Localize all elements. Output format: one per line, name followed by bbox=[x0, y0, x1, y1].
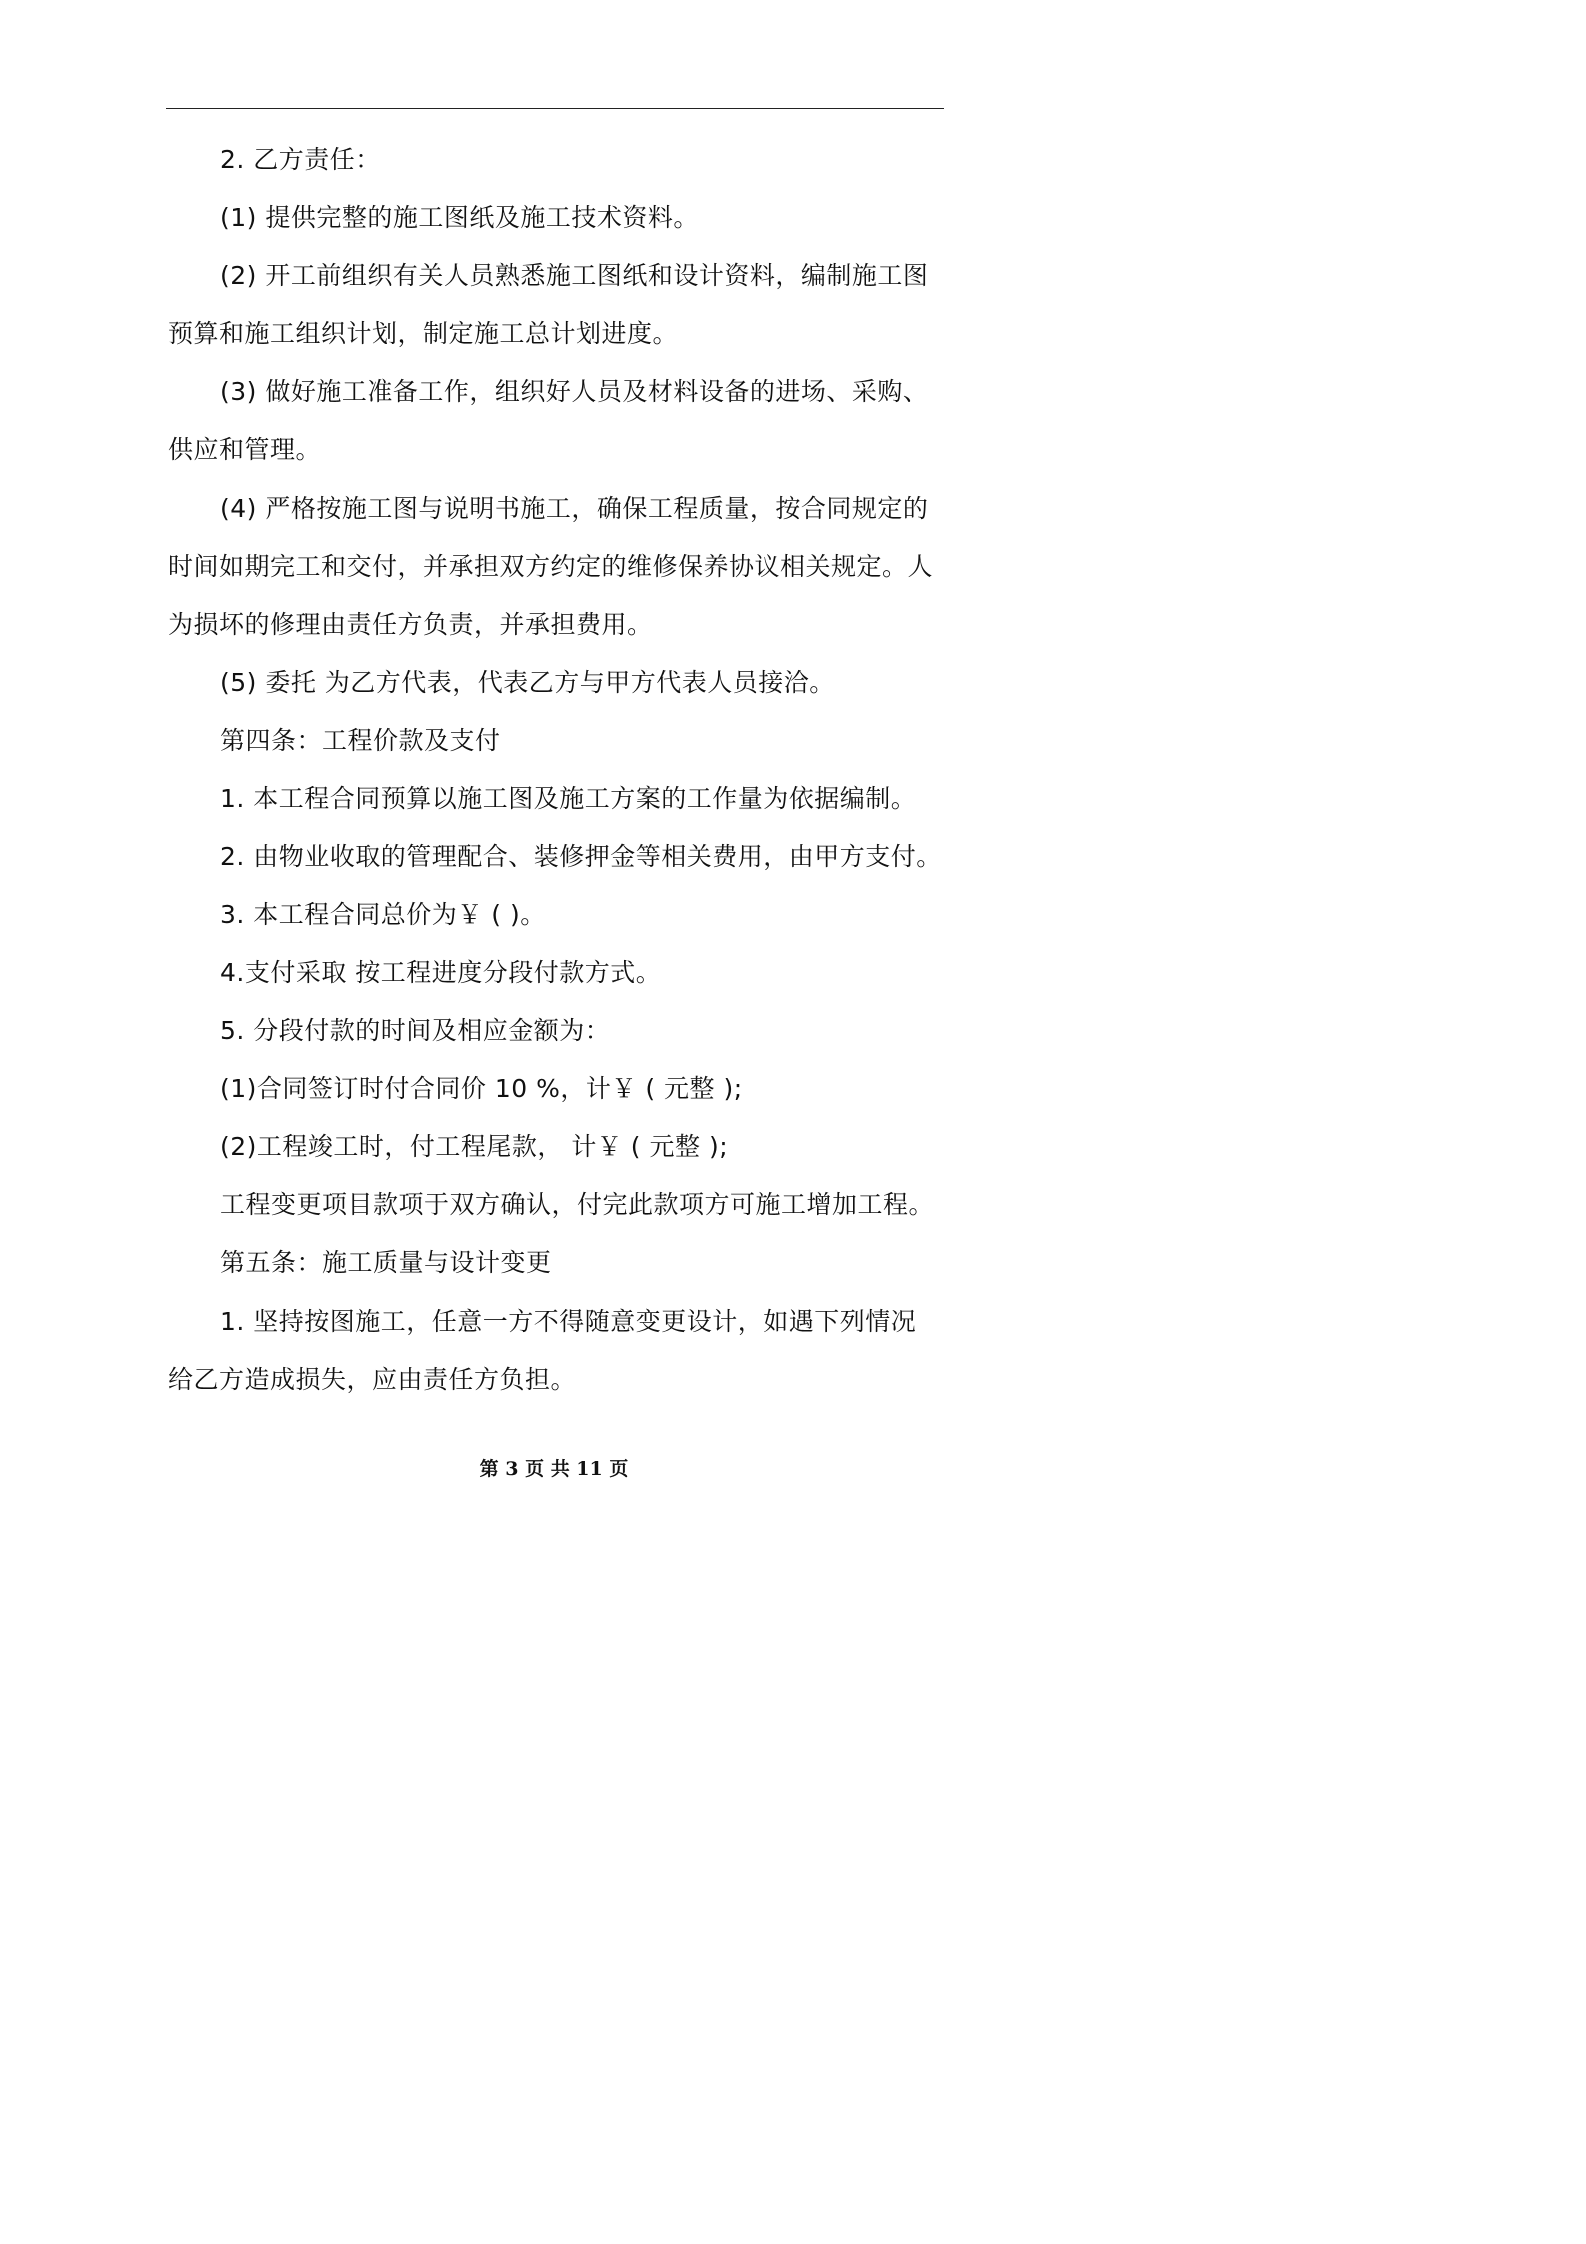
article-4-heading: 第四条：工程价款及支付 bbox=[220, 726, 501, 755]
section-heading-party-b-duties: 2. 乙方责任： bbox=[220, 145, 381, 174]
payment-stage-2: (2)工程竣工时，付工程尾款， 计￥ ( 元整 ); bbox=[220, 1132, 729, 1161]
article-4-item-2: 2. 由物业收取的管理配合、装修押金等相关费用，由甲方支付。 bbox=[220, 842, 942, 871]
article-4-item-5: 5. 分段付款的时间及相应金额为： bbox=[220, 1016, 611, 1045]
clause-b5: (5) 委托 为乙方代表，代表乙方与甲方代表人员接洽。 bbox=[220, 668, 835, 697]
payment-stage-1: (1)合同签订时付合同价 10 %，计￥ ( 元整 ); bbox=[220, 1074, 743, 1103]
clause-b4: (4) 严格按施工图与说明书施工，确保工程质量，按合同规定的 bbox=[220, 494, 929, 523]
clause-b3: (3) 做好施工准备工作，组织好人员及材料设备的进场、采购、 bbox=[220, 377, 929, 406]
clause-b3-cont: 供应和管理。 bbox=[168, 435, 322, 464]
clause-b1: (1) 提供完整的施工图纸及施工技术资料。 bbox=[220, 203, 699, 232]
clause-b2-cont: 预算和施工组织计划，制定施工总计划进度。 bbox=[168, 319, 679, 348]
clause-b4-cont-2: 为损坏的修理由责任方负责，并承担费用。 bbox=[168, 610, 653, 639]
header-rule bbox=[166, 108, 944, 109]
clause-b2: (2) 开工前组织有关人员熟悉施工图纸和设计资料，编制施工图 bbox=[220, 261, 929, 290]
article-4-item-3: 3. 本工程合同总价为￥ ( )。 bbox=[220, 900, 546, 929]
change-payment-note: 工程变更项目款项于双方确认，付完此款项方可施工增加工程。 bbox=[220, 1190, 935, 1219]
article-5-heading: 第五条：施工质量与设计变更 bbox=[220, 1248, 552, 1277]
clause-b4-cont-1: 时间如期完工和交付，并承担双方约定的维修保养协议相关规定。人 bbox=[168, 552, 934, 581]
article-5-item-1-cont: 给乙方造成损失，应由责任方负担。 bbox=[168, 1365, 577, 1394]
page-number-footer: 第 3 页 共 11 页 bbox=[479, 1458, 629, 1480]
article-5-item-1: 1. 坚持按图施工，任意一方不得随意变更设计，如遇下列情况 bbox=[220, 1307, 917, 1336]
article-4-item-1: 1. 本工程合同预算以施工图及施工方案的工作量为依据编制。 bbox=[220, 784, 917, 813]
article-4-item-4: 4.支付采取 按工程进度分段付款方式。 bbox=[220, 958, 662, 987]
